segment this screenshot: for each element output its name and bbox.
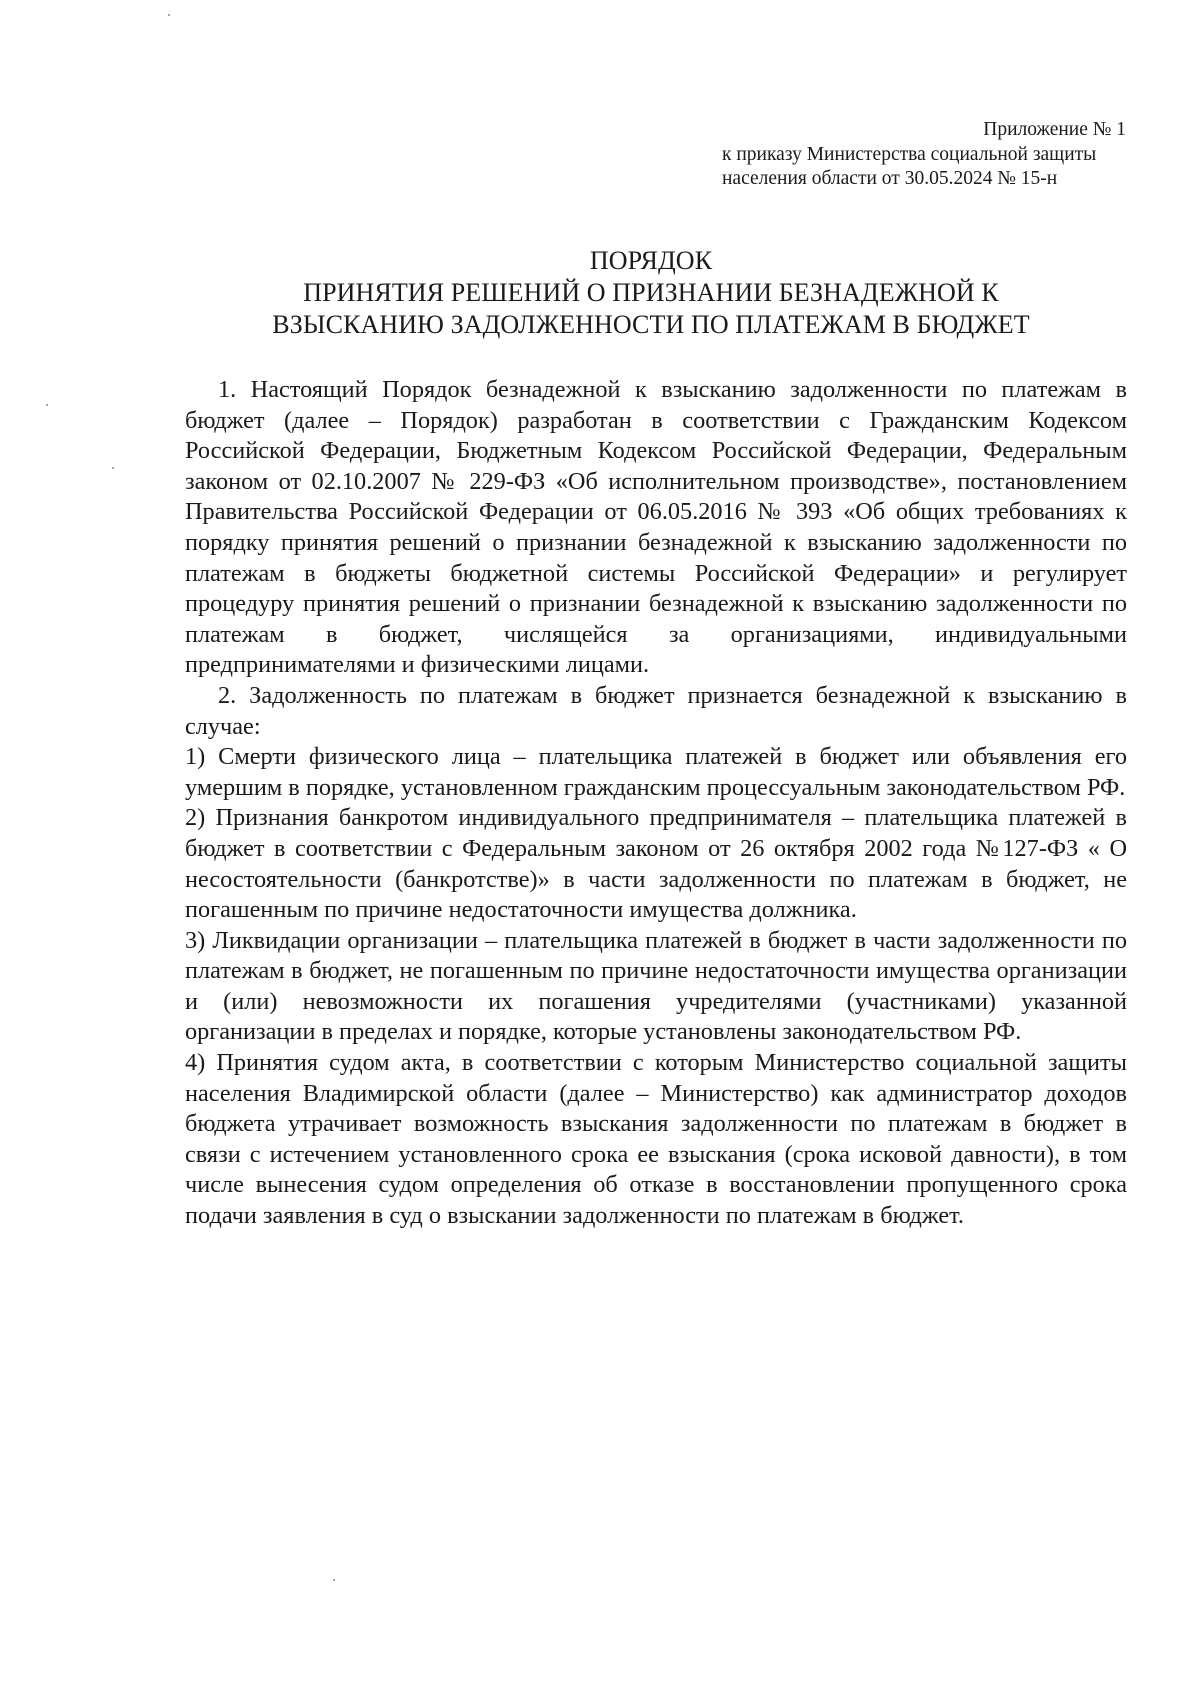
scan-speck bbox=[112, 467, 114, 469]
appendix-title: Приложение № 1 bbox=[983, 119, 1126, 140]
paragraph-2: 2. Задолженность по платежам в бюджет признается безнадежной к взысканию в случае: bbox=[185, 681, 1127, 740]
title-line-1: ПОРЯДОК bbox=[589, 246, 713, 275]
appendix-order-ref-line2: населения области от 30.05.2024 № 15-н bbox=[722, 168, 1058, 189]
document-title bbox=[178, 245, 1124, 341]
scan-speck bbox=[168, 14, 170, 16]
appendix-header bbox=[686, 118, 1126, 192]
paragraph-1: 1. Настоящий Порядок безнадежной к взысканию задолженности по платежам в бюджет (далее – Порядок) разработан в соответствии с Гражданским Кодексом Российской Федерации, Бюджетным Кодексом Российской Федерации, Федеральным законом от 02.10.2007 № 229-ФЗ «Об исполнительном производстве», постановлением Правительства Российской Федерации от 06.05.2016 № 393 «Об общих требованиях к порядку принятия решений о признании безнадежной к взысканию задолженности по платежам в бюджеты бюджетной системы Российской Федерации» и регулирует процедуру принятия решений о признании безнадежной к взысканию задолженности по платежам в бюджет, числящейся за организациями, индивидуальными предпринимателями и физическими лицами. bbox=[185, 376, 1127, 679]
title-line-2: ПРИНЯТИЯ РЕШЕНИЙ О ПРИЗНАНИИ БЕЗНАДЕЖНОЙ К bbox=[303, 278, 999, 307]
appendix-order-ref-line1: к приказу Министерства социальной защиты bbox=[722, 143, 1097, 165]
scan-speck bbox=[333, 1579, 335, 1581]
document-body bbox=[185, 375, 1127, 1232]
list-item-4: 4) Принятия судом акта, в соответствии с которым Министерство социальной защиты населения Владимирской области (далее – Министерство) как администратор доходов бюджета утрачивает возможность взыскания задолженности по платежам в бюджет в связи с истечением установленного срока ее взыскания (срока исковой давности), в том числе вынесения судом определения об отказе в восстановлении пропущенного срока подачи заявления в суд о взыскании задолженности по платежам в бюджет. bbox=[185, 1049, 1127, 1230]
scan-speck bbox=[46, 404, 48, 406]
title-line-3: ВЗЫСКАНИЮ ЗАДОЛЖЕННОСТИ ПО ПЛАТЕЖАМ В БЮДЖЕТ bbox=[272, 310, 1030, 339]
list-item-2: 2) Признания банкротом индивидуального предпринимателя – плательщика платежей в бюджет в соответствии с Федеральным законом от 26 октября 2002 года №127-ФЗ « О несостоятельности (банкротстве)» в части задолженности по платежам в бюджет, не погашенным по причине недостаточности имущества должника. bbox=[185, 804, 1127, 924]
list-item-1: 1) Смерти физического лица – плательщика платежей в бюджет или объявления его умершим в порядке, установленном гражданским процессуальным законодательством РФ. bbox=[185, 743, 1127, 801]
list-item-3: 3) Ликвидации организации – плательщика платежей в бюджет в части задолженности по платежам в бюджет, не погашенным по причине недостаточности имущества организации и (или) невозможности их погашения учредителями (участниками) указанной организации в пределах и порядке, которые установлены законодательством РФ. bbox=[185, 926, 1127, 1046]
